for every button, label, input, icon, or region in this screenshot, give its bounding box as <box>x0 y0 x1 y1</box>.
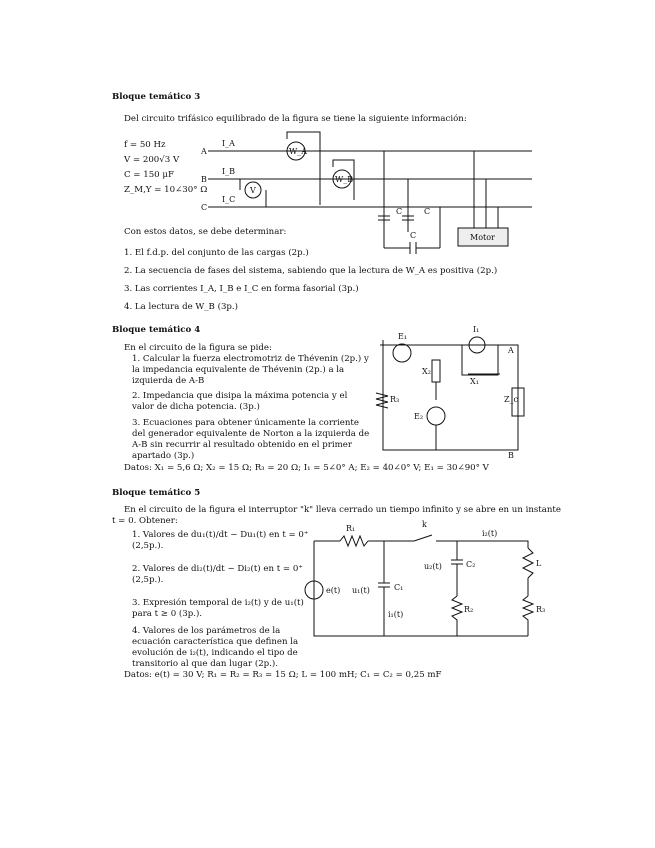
current-b-label: I_B <box>222 167 236 176</box>
wattmeter-b-label: W_B <box>335 175 354 184</box>
label-e: e(t) <box>326 586 341 595</box>
voltmeter-label: V <box>250 186 256 195</box>
label-e2: E₂ <box>414 412 424 421</box>
block4-title: Bloque temático 4 <box>112 325 201 335</box>
block5-data: Datos: e(t) = 30 V; R₁ = R₂ = R₃ = 15 Ω; L = 100 mH; C₁ = C₂ = 0,25 mF <box>124 670 442 680</box>
block3-given-v: V = 200√3 V <box>124 155 180 165</box>
block3-item-3: 3. Las corrientes I_A, I_B e I_C en forma fasorial (3p.) <box>124 284 359 294</box>
label-k: k <box>422 520 427 529</box>
block3-intro: Del circuito trifásico equilibrado de la figura se tiene la siguiente información: <box>124 114 467 124</box>
label-i2: i₂(t) <box>482 529 498 538</box>
phase-c-label: C <box>201 203 208 212</box>
block5-intro-1: En el circuito de la figura el interruptor "k" lleva cerrado un tiempo infinito y se abre en un instante <box>124 505 561 515</box>
label-b: B <box>508 451 514 460</box>
block5-item-1: 1. Valores de du₁(t)/dt − Du₁(t) en t = 0⁺ (2,5p.). <box>132 530 309 551</box>
wattmeter-a-label: W_A <box>289 147 307 156</box>
label-zc: Z_c <box>504 395 519 404</box>
label-e1: E₁ <box>398 332 408 341</box>
block3-ask: Con estos datos, se debe determinar: <box>124 227 287 237</box>
block5-item-4: 4. Valores de los parámetros de la ecuación característica que definen la evolución de i₂(t), indicando el tipo de transitorio al que dan lugar (2p.). <box>132 626 299 669</box>
block5-intro-2: t = 0. Obtener: <box>112 516 178 526</box>
block3-item-1: 1. El f.d.p. del conjunto de las cargas (2p.) <box>124 248 309 258</box>
block3-item-2: 2. La secuencia de fases del sistema, sabiendo que la lectura de W_A es positiva (2p.) <box>124 266 498 276</box>
label-x1: X₁ <box>470 377 479 386</box>
block5-item-3: 3. Expresión temporal de i₂(t) y de u₁(t) para t ≥ 0 (3p.). <box>132 598 304 619</box>
label-r3b: R₃ <box>536 605 546 614</box>
label-i1: i₁(t) <box>388 610 404 619</box>
phase-a-label: A <box>201 147 207 156</box>
phase-b-label: B <box>201 175 207 184</box>
label-r1: R₁ <box>346 524 356 533</box>
current-a-label: I_A <box>222 139 235 148</box>
label-c1: C₁ <box>394 583 404 592</box>
label-u2: u₂(t) <box>424 562 442 571</box>
block3-given-c: C = 150 μF <box>124 170 174 180</box>
label-i1: I₁ <box>473 325 480 334</box>
label-r3: R₃ <box>390 395 400 404</box>
label-u1: u₁(t) <box>352 586 370 595</box>
block4-intro: En el circuito de la figura se pide: <box>124 343 272 353</box>
block4-item-3: 3. Ecuaciones para obtener únicamente la corriente del generador equivalente de Norton a la izquierda de A-B sin recurrir al resultado obtenido en el primer apartado (3p.) <box>132 418 370 461</box>
block3-given-z: Z_M,Y = 10∠30° Ω <box>124 185 208 195</box>
label-l: L <box>536 559 542 568</box>
cap-label-3: C <box>410 231 417 240</box>
cap-label-2: C <box>424 207 431 216</box>
block4-item-1: 1. Calcular la fuerza electromotriz de Thévenin (2p.) y la impedancia equivalente de Thévenin (2p.) a la izquierda de A-B <box>132 354 369 386</box>
block3-given-f: f = 50 Hz <box>124 140 166 150</box>
block5-item-2: 2. Valores de di₂(t)/dt − Di₂(t) en t = 0⁺ (2,5p.). <box>132 564 303 585</box>
block3-title: Bloque temático 3 <box>112 92 201 102</box>
label-c2: C₂ <box>466 560 476 569</box>
current-c-label: I_C <box>222 195 236 204</box>
block4-data: Datos: X₁ = 5,6 Ω; X₂ = 15 Ω; R₃ = 20 Ω; I₁ = 5∠0° A; E₂ = 40∠0° V; E₁ = 30∠90° V <box>124 463 489 473</box>
cap-label-1: C <box>396 207 403 216</box>
block5-title: Bloque temático 5 <box>112 488 201 498</box>
label-r2: R₂ <box>464 605 474 614</box>
label-x2: X₂ <box>422 367 431 376</box>
label-a: A <box>508 346 514 355</box>
block4-item-2: 2. Impedancia que disipa la máxima potencia y el valor de dicha potencia. (3p.) <box>132 391 348 412</box>
block3-item-4: 4. La lectura de W_B (3p.) <box>124 302 238 312</box>
motor-label: Motor <box>470 233 495 242</box>
